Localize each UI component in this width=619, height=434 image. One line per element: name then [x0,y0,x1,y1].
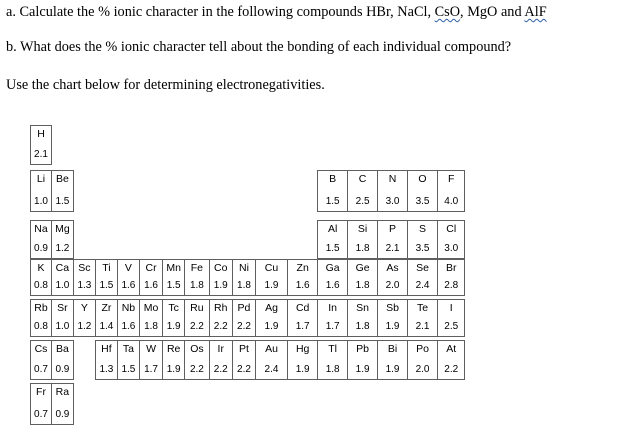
element-cell-re [162,340,185,380]
element-symbol: Au [265,343,278,355]
element-cell-mn [162,259,185,296]
element-cell-cs [30,340,52,380]
element-cell-s [407,220,439,259]
element-symbol: Fr [36,386,46,398]
element-electronegativity: 1.3 [77,280,92,291]
element-electronegativity: 1.8 [189,280,204,291]
element-symbol: Re [166,343,181,355]
element-symbol: Na [34,223,48,235]
element-cell-pt [232,340,256,380]
element-electronegativity: 2.1 [415,321,430,332]
element-symbol: At [446,343,457,355]
element-electronegativity: 2.2 [213,321,228,332]
element-cell-b [317,170,348,212]
element-cell-mo [139,299,163,337]
element-electronegativity: 1.9 [166,321,181,332]
element-electronegativity: 1.9 [264,321,279,332]
element-cell-se [407,259,439,296]
element-electronegativity: 2.1 [34,149,48,160]
element-symbol: W [146,343,157,355]
element-symbol: Rh [214,302,228,314]
element-symbol: Pd [237,302,251,314]
element-electronegativity: 1.8 [355,243,370,254]
element-cell-ru [184,299,210,337]
element-cell-cl [437,220,465,259]
element-cell-f [437,170,465,212]
element-electronegativity: 1.5 [166,280,181,291]
element-electronegativity: 0.8 [34,280,48,291]
element-cell-ra [51,383,74,425]
element-cell-y [73,299,96,337]
element-cell-ca [51,259,74,296]
element-electronegativity: 2.0 [415,364,430,375]
element-cell-sc [73,259,96,296]
element-electronegativity: 2.2 [189,364,204,375]
element-cell-al [317,220,348,259]
element-symbol: Sb [386,302,399,314]
element-electronegativity: 1.5 [121,364,136,375]
element-cell-mg [51,220,74,259]
element-electronegativity: 2.0 [385,280,400,291]
element-electronegativity: 2.2 [213,364,228,375]
element-symbol: Ra [55,386,70,398]
element-electronegativity: 3.0 [385,196,400,207]
element-electronegativity: 2.8 [444,280,459,291]
element-symbol: Ti [102,262,111,274]
element-cell-pb [347,340,379,380]
element-symbol: O [418,173,427,185]
element-electronegativity: 1.8 [325,364,340,375]
element-electronegativity: 1.7 [295,321,310,332]
element-electronegativity: 1.6 [295,280,310,291]
element-symbol: Rb [34,302,48,314]
element-electronegativity: 4.0 [444,196,459,207]
element-electronegativity: 1.0 [55,321,70,332]
element-cell-li [30,170,52,212]
element-symbol: I [449,302,453,314]
element-electronegativity: 2.4 [264,364,279,375]
element-electronegativity: 1.9 [355,364,370,375]
element-electronegativity: 0.9 [55,364,70,375]
element-electronegativity: 1.9 [213,280,228,291]
element-electronegativity: 1.5 [325,243,340,254]
element-symbol: Sr [57,302,68,314]
element-cell-os [184,340,210,380]
question-a [6,4,547,21]
element-electronegativity: 2.2 [444,364,459,375]
element-cell-v [117,259,140,296]
element-cell-o [407,170,439,212]
element-symbol: Zn [296,262,309,274]
element-cell-cu [255,259,288,296]
element-electronegativity: 1.6 [121,280,136,291]
element-electronegativity: 1.3 [99,364,114,375]
element-symbol: Ga [325,262,340,274]
element-symbol: Mo [143,302,159,314]
element-electronegativity: 1.0 [55,280,70,291]
element-symbol: Ni [239,262,249,274]
element-electronegativity: 0.9 [55,409,70,420]
element-electronegativity: 0.7 [34,409,48,420]
element-symbol: Br [445,262,457,274]
element-electronegativity: 2.2 [237,321,251,332]
element-symbol: Ba [55,343,69,355]
element-electronegativity: 1.5 [99,280,114,291]
element-symbol: Cr [145,262,157,274]
element-electronegativity: 2.2 [237,364,251,375]
element-cell-p [377,220,408,259]
element-cell-ta [117,340,140,380]
element-symbol: Cs [34,343,48,355]
element-symbol: Co [214,262,228,274]
question-a-mid: , MgO and [460,4,525,20]
element-cell-ir [209,340,233,380]
element-electronegativity: 1.8 [144,321,158,332]
element-electronegativity: 1.2 [77,321,92,332]
element-symbol: Fe [190,262,204,274]
element-cell-cr [139,259,163,296]
element-cell-ni [232,259,256,296]
element-symbol: K [37,262,45,274]
element-symbol: Po [416,343,429,355]
element-cell-rb [30,299,52,337]
element-symbol: F [448,173,455,185]
element-cell-sr [51,299,74,337]
element-electronegativity: 3.5 [415,196,430,207]
element-symbol: Sc [78,262,91,274]
compound-alf: AlF [524,4,547,20]
element-electronegativity: 2.5 [444,321,459,332]
element-electronegativity: 1.9 [385,321,400,332]
element-cell-sb [377,299,408,337]
element-electronegativity: 1.9 [166,364,181,375]
element-symbol: As [386,262,399,274]
element-electronegativity: 1.9 [295,364,310,375]
element-cell-au [255,340,288,380]
element-symbol: P [389,223,397,235]
electronegativity-table [30,125,491,430]
element-cell-ga [317,259,348,296]
element-electronegativity: 1.4 [99,321,114,332]
element-electronegativity: 1.7 [144,364,158,375]
element-cell-zn [287,259,319,296]
element-symbol: Y [80,302,88,314]
element-symbol: Hf [101,343,112,355]
element-symbol: Si [357,223,368,235]
element-symbol: Al [327,223,338,235]
element-electronegativity: 1.2 [55,243,70,254]
element-cell-ge [347,259,379,296]
element-symbol: V [124,262,132,274]
element-cell-n [377,170,408,212]
element-cell-br [437,259,465,296]
element-cell-na [30,220,52,259]
element-cell-in [317,299,348,337]
element-electronegativity: 1.6 [144,280,158,291]
element-electronegativity: 3.5 [415,243,430,254]
element-symbol: Cu [264,262,279,274]
question-b: b. What does the % ionic character tell about the bonding of each individual compound? [6,39,512,55]
element-symbol: Pb [356,343,370,355]
element-symbol: Zr [101,302,112,314]
element-electronegativity: 1.6 [121,321,136,332]
element-cell-at [437,340,465,380]
element-cell-bi [377,340,408,380]
element-cell-cd [287,299,319,337]
element-cell-hg [287,340,319,380]
element-electronegativity: 2.1 [385,243,400,254]
element-cell-ag [255,299,288,337]
element-cell-ti [95,259,118,296]
element-symbol: Bi [387,343,398,355]
element-cell-zr [95,299,118,337]
element-electronegativity: 2.2 [189,321,204,332]
element-symbol: S [419,223,427,235]
element-cell-w [139,340,163,380]
element-symbol: Ru [190,302,204,314]
chart-note: Use the chart below for determining electronegativities. [6,77,325,93]
element-cell-k [30,259,52,296]
element-symbol: Mn [166,262,181,274]
element-symbol: Nb [121,302,136,314]
element-cell-pd [232,299,256,337]
element-electronegativity: 1.0 [34,196,48,207]
element-symbol: B [329,173,337,185]
element-electronegativity: 1.8 [355,280,370,291]
element-cell-si [347,220,379,259]
element-electronegativity: 1.5 [55,196,70,207]
element-cell-ba [51,340,74,380]
element-symbol: Be [55,173,69,185]
element-symbol: Sn [356,302,370,314]
element-symbol: Tc [168,302,179,314]
element-symbol: Hg [295,343,310,355]
element-cell-te [407,299,439,337]
element-electronegativity: 2.4 [415,280,430,291]
element-electronegativity: 1.8 [355,321,370,332]
element-electronegativity: 1.6 [325,280,340,291]
element-symbol: C [358,173,367,185]
element-symbol: Li [36,173,46,185]
question-a-text: a. Calculate the % ionic character in the following compounds HBr, NaCl, [6,4,435,20]
element-symbol: Ir [217,343,224,355]
element-cell-h [30,125,52,165]
element-symbol: In [328,302,338,314]
element-electronegativity: 1.9 [264,280,279,291]
element-symbol: Cl [446,223,457,235]
element-symbol: Os [190,343,204,355]
element-symbol: Cd [295,302,310,314]
element-electronegativity: 1.9 [385,364,400,375]
element-electronegativity: 3.0 [444,243,459,254]
element-cell-tl [317,340,348,380]
element-symbol: Pt [239,343,249,355]
element-cell-po [407,340,439,380]
element-cell-co [209,259,233,296]
element-symbol: Tl [328,343,338,355]
element-cell-c [347,170,379,212]
element-cell-fe [184,259,210,296]
element-electronegativity: 1.8 [237,280,251,291]
element-electronegativity: 0.7 [34,364,48,375]
element-cell-be [51,170,74,212]
compound-cso: CsO [434,4,461,20]
element-symbol: Te [416,302,429,314]
element-cell-i [437,299,465,337]
element-cell-rh [209,299,233,337]
element-symbol: Ca [55,262,70,274]
element-cell-nb [117,299,140,337]
element-cell-as [377,259,408,296]
element-electronegativity: 1.7 [325,321,340,332]
element-cell-sn [347,299,379,337]
element-cell-fr [30,383,52,425]
element-electronegativity: 2.5 [355,196,370,207]
element-symbol: Ge [355,262,370,274]
element-cell-tc [162,299,185,337]
element-symbol: Ta [122,343,134,355]
element-symbol: Ag [265,302,278,314]
element-symbol: N [388,173,397,185]
element-electronegativity: 0.8 [34,321,48,332]
element-electronegativity: 0.9 [34,243,48,254]
element-symbol: Mg [55,223,70,235]
element-symbol: Se [416,262,429,274]
element-electronegativity: 1.5 [325,196,340,207]
element-symbol: H [37,128,45,140]
element-cell-hf [95,340,118,380]
